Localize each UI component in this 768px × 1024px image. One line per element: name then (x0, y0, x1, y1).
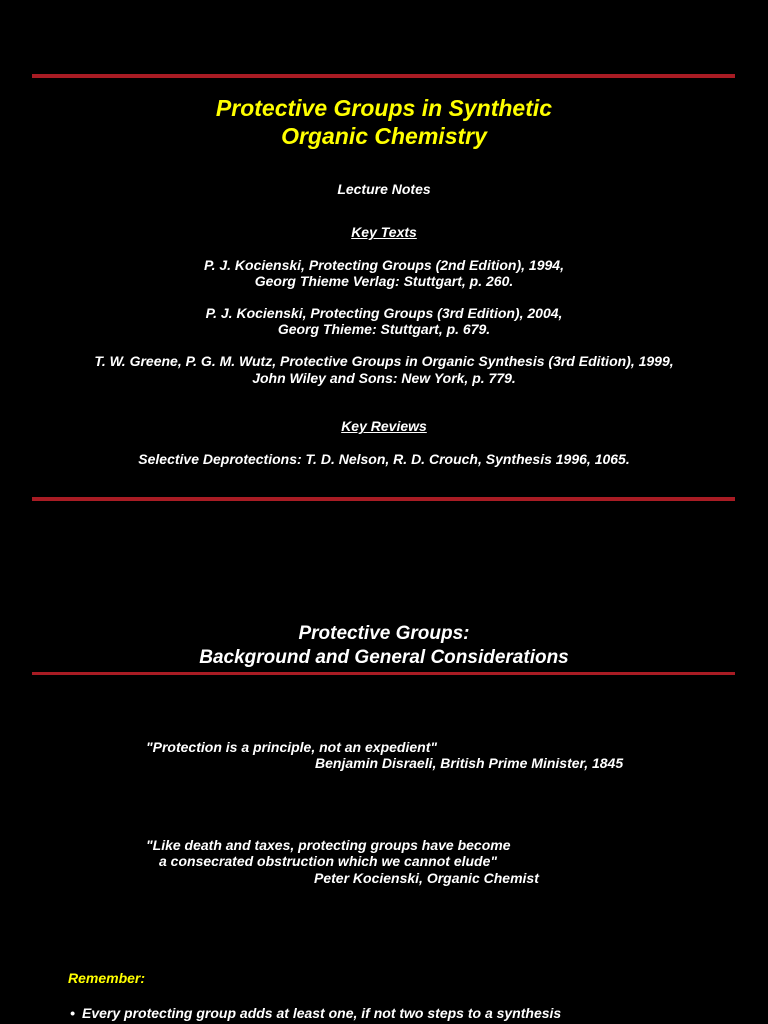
quote-2-line-1: "Like death and taxes, protecting groups have become (146, 837, 511, 853)
reference-2-line-2: Georg Thieme: Stuttgart, p. 679. (277, 321, 491, 337)
section-heading-line-2: Background and General Considerations (199, 647, 569, 668)
key-reviews-heading-text: Key Reviews (341, 418, 427, 434)
top-divider (32, 74, 735, 78)
section-heading-line-1: Protective Groups: (298, 623, 470, 644)
quote-1-attribution: Benjamin Disraeli, British Prime Minister, 1845 (315, 755, 624, 771)
bullet-item (70, 1005, 561, 1021)
remember-label: Remember: (68, 970, 146, 986)
quote-1-text: "Protection is a principle, not an expedient" (146, 739, 437, 755)
reference-2-line-1: P. J. Kocienski, Protecting Groups (3rd Edition), 2004, (205, 305, 563, 321)
review-entry: Selective Deprotections: T. D. Nelson, R. D. Crouch, Synthesis 1996, 1065. (138, 451, 630, 467)
key-texts-heading-text: Key Texts (351, 224, 417, 240)
quote-2-attribution: Peter Kocienski, Organic Chemist (314, 870, 539, 886)
reference-3-line-2: John Wiley and Sons: New York, p. 779. (252, 370, 516, 386)
key-reviews-heading (0, 418, 768, 434)
title-line-1: Protective Groups in Synthetic (215, 95, 553, 121)
quote-2-line-2: a consecrated obstruction which we cannot elude" (159, 853, 498, 869)
bullet-item-text: Every protecting group adds at least one, if not two steps to a synthesis (82, 1005, 562, 1021)
bullet-dot-icon: • (70, 1005, 75, 1021)
reference-1-line-2: Georg Thieme Verlag: Stuttgart, p. 260. (254, 273, 514, 289)
reference-3-line-1: T. W. Greene, P. G. M. Wutz, Protective Groups in Organic Synthesis (3rd Edition), 1999, (94, 353, 674, 369)
reference-1-line-1: P. J. Kocienski, Protecting Groups (2nd Edition), 1994, (204, 257, 564, 273)
subtitle: Lecture Notes (337, 181, 431, 197)
slide1-bottom-divider (32, 497, 735, 501)
section-divider (32, 672, 735, 675)
key-texts-heading (0, 224, 768, 240)
title-line-2: Organic Chemistry (281, 123, 487, 149)
